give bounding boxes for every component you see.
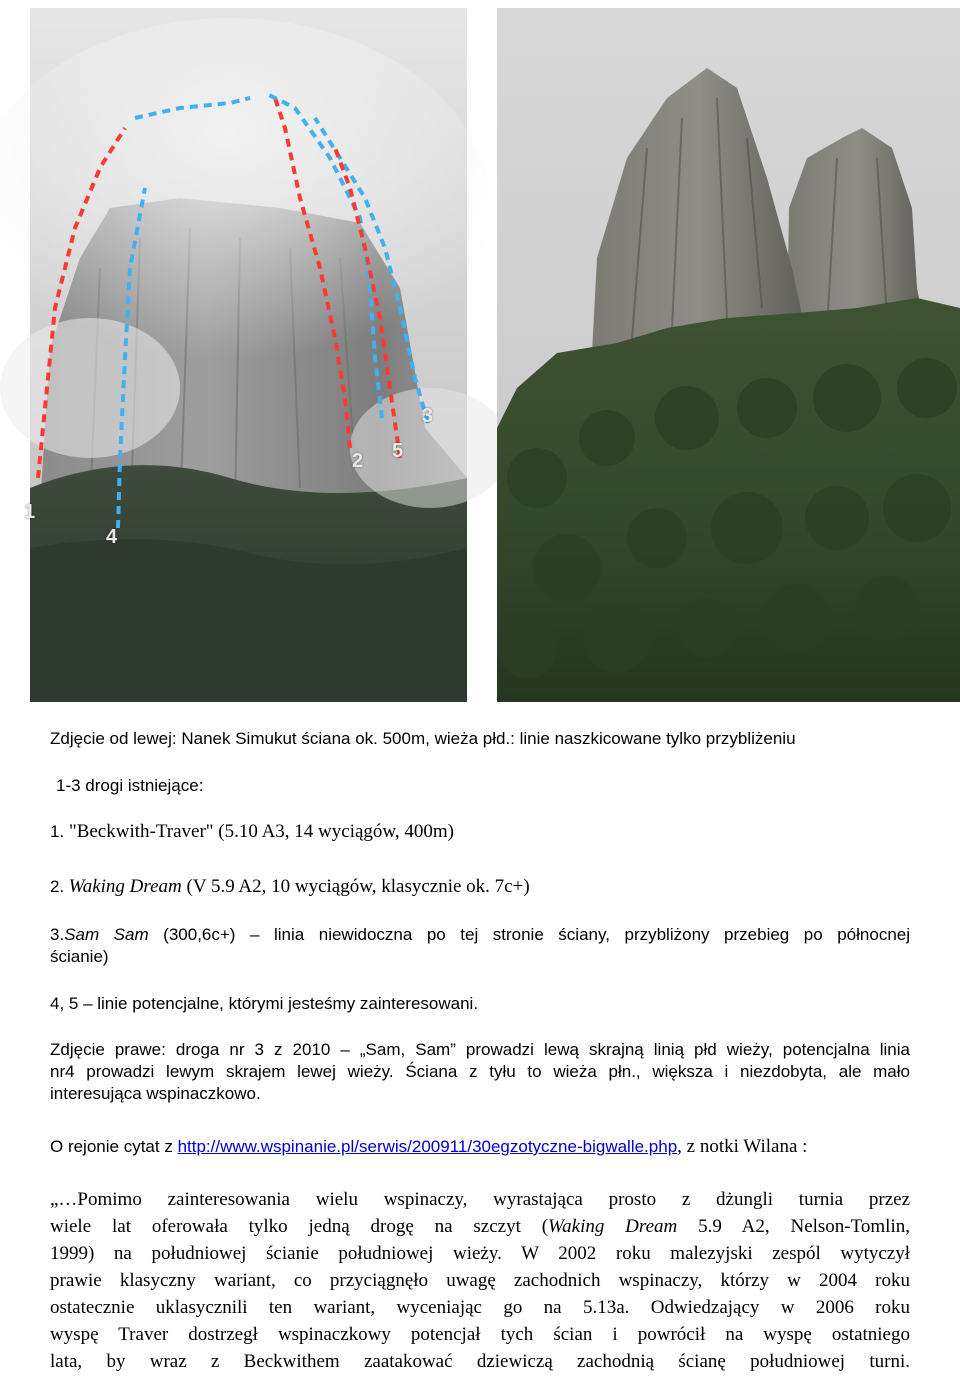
caption-existing-routes: 1-3 drogi istniejące: bbox=[56, 776, 204, 795]
quote-intro-line bbox=[50, 1136, 807, 1158]
route-3-description: – linia niewidoczna po tej stronie ściany, przybliżony przebieg po północnej bbox=[235, 925, 911, 944]
route-3-line bbox=[50, 924, 910, 968]
route-3-line-2: ścianie) bbox=[50, 947, 109, 966]
route-2-name: Waking Dream bbox=[68, 876, 182, 897]
caption-line-1: Zdjęcie od lewej: Nanek Simukut ściana ok. 500m, wieża płd.: linie naszkicowane tylko przybliżeniu bbox=[50, 729, 796, 748]
quote-route-name: Waking Dream bbox=[548, 1216, 678, 1237]
route-2-details: (V 5.9 A2, 10 wyciągów, klasycznie ok. 7c+) bbox=[181, 876, 530, 897]
right-photo bbox=[497, 8, 960, 702]
quote-line-2c: 5.9 A2, Nelson-Tomlin, bbox=[677, 1216, 910, 1237]
route-label-1: 1 bbox=[24, 501, 36, 523]
quote-line-4: prawie klasyczny wariant, co przyciągnęło uwagę zachodnich wspinaczy, którzy w 2004 roku bbox=[50, 1270, 910, 1291]
route-1-text: "Beckwith-Traver" (5.10 A3, 14 wyciągów, 400m) bbox=[64, 821, 455, 842]
right-photo-image bbox=[497, 8, 960, 702]
route-3-grade: (300,6c+) bbox=[148, 925, 236, 944]
route-label-3: 3 bbox=[422, 405, 434, 427]
route-3-name: Sam Sam bbox=[64, 925, 149, 944]
quote-author: , z notki Wilana : bbox=[677, 1136, 808, 1157]
right-caption-line-3: interesująca wspinaczkowo. bbox=[50, 1084, 261, 1103]
quote-line-2 bbox=[50, 1213, 910, 1240]
quote-line-5: ostatecznie uklasycznili ten wariant, wyceniając go na 5.13a. Odwiedzający w 2006 roku bbox=[50, 1297, 910, 1318]
route-2-number: 2. bbox=[50, 877, 65, 896]
quote-line-2a: wiele lat oferowała tylko jedną drogę na szczyt ( bbox=[50, 1216, 549, 1237]
quote-line-3: 1999) na południowej ścianie południowej wieży. W 2002 roku malezyjski zespól wytyczył bbox=[50, 1243, 910, 1264]
routes-4-5: 4, 5 – linie potencjalne, którymi jesteśmy zainteresowani. bbox=[50, 994, 479, 1013]
quote-line-7: lata, by wraz z Beckwithem zaatakować dziewiczą zachodnią ścianę południowej turni. bbox=[50, 1351, 910, 1372]
left-photo bbox=[24, 8, 467, 702]
route-label-2: 2 bbox=[352, 450, 364, 472]
route-2-line bbox=[50, 876, 530, 898]
route-label-5: 5 bbox=[392, 440, 404, 462]
quote-block bbox=[50, 1186, 910, 1375]
route-1-line bbox=[50, 821, 454, 843]
right-caption-line-2: nr4 prowadzi lewym skrajem lewej wieży. Ściana z tyłu to wieża płn., większa i niezdobyta, ale mało bbox=[50, 1062, 910, 1081]
right-photo-caption bbox=[50, 1039, 910, 1105]
right-caption-line-1: Zdjęcie prawe: droga nr 3 z 2010 – „Sam, Sam” prowadzi lewą skrajną linią płd wieży, potencjalna linia bbox=[50, 1040, 910, 1059]
quote-line-1: „…Pomimo zainteresowania wielu wspinaczy, wyrastająca prosto z dżungli turnia przez bbox=[50, 1189, 910, 1210]
route-1-number: 1. bbox=[50, 822, 65, 841]
route-label-4: 4 bbox=[106, 526, 118, 548]
quote-intro: O rejonie cytat z bbox=[50, 1137, 178, 1156]
quote-line-6: wyspę Traver dostrzegł wspinaczkowy potencjał tych ścian i powrócił na wyspę ostatniego bbox=[50, 1324, 910, 1345]
route-3-number: 3. bbox=[50, 925, 65, 944]
left-photo-image bbox=[30, 8, 467, 702]
source-link[interactable]: http://www.wspinanie.pl/serwis/200911/30egzotyczne-bigwalle.php bbox=[177, 1137, 678, 1156]
